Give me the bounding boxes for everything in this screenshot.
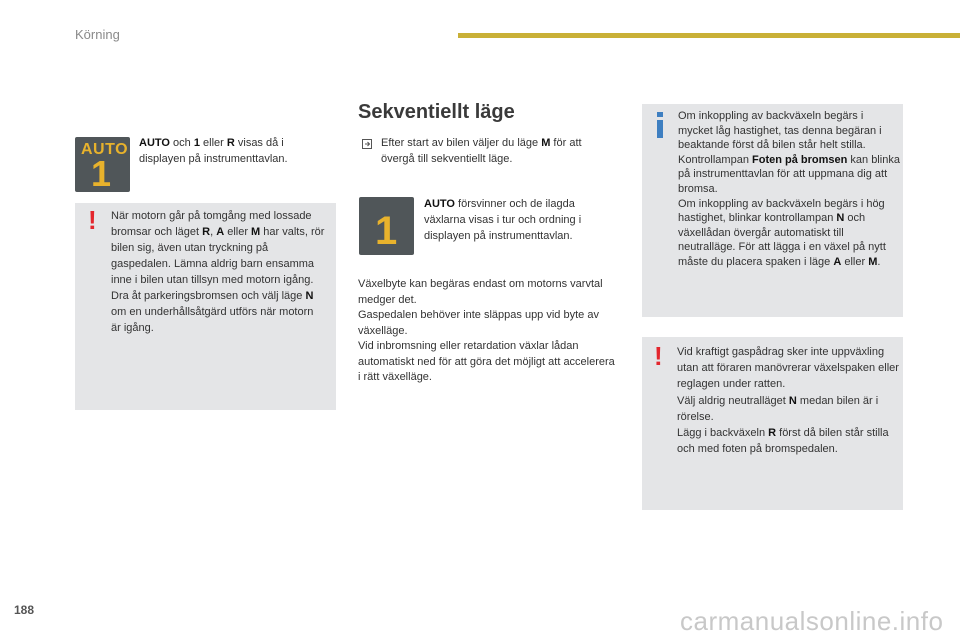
paragraph-line: Gaspedalen behöver inte släppas upp vid byte av växelläge. (358, 309, 599, 337)
warning-icon: ! (88, 205, 97, 235)
watermark: carmanualsonline.info (680, 606, 944, 636)
info-box (642, 104, 903, 317)
paragraph-line: Vid inbromsning eller retardation växlar lådan automatiskt ned för att göra det möjligt att accelerera i rätt växelläge. (358, 340, 615, 383)
warning-box-left (75, 203, 336, 410)
gear-display-caption: AUTO försvinner och de ilagda växlarna visas i tur och ordning i displayen på instrumenttavlan. (424, 198, 582, 242)
display-gear-text: 1 (375, 209, 398, 253)
section-label: Körning (75, 27, 120, 42)
info-text: Om inkoppling av backväxeln begärs i mycket låg hastighet, tas denna begäran i beaktande först då bilen står helt stilla. Kontrollampan Foten på bromsen kan blinka på instrumenttavlan för att uppmana dig att bromsa. Om inkoppling av backväxeln begärs i hög hastighet, blinkar kontrollampan N och växellådan övergår automatiskt till neutralläge. För att lägga i en växel på nytt måste du placera spaken i läge A eller M. (678, 110, 900, 268)
page-title: Sekventiellt läge (358, 101, 515, 123)
warning-icon: ! (654, 341, 663, 371)
step-text: Efter start av bilen väljer du läge M för att övergå till sekventiellt läge. (381, 137, 582, 165)
step-bullet (362, 138, 374, 156)
header-accent-bar (458, 33, 960, 38)
shift-paragraph (358, 277, 620, 386)
gear-display (359, 197, 414, 255)
info-icon (655, 112, 665, 138)
display-caption: AUTO och 1 eller R visas då i displayen på instrumenttavlan. (139, 137, 288, 165)
page-number: 188 (14, 603, 35, 617)
paragraph-line: Växelbyte kan begäras endast om motorns varvtal medger det. (358, 278, 603, 306)
checkbox-arrow-icon (362, 139, 374, 151)
auto-gear-display (75, 137, 130, 192)
display-auto-text: AUTO (81, 141, 129, 158)
warning-text-left: När motorn går på tomgång med lossade bromsar och läget R, A eller M har valts, rör bilen sig, även utan tryckning på gaspedalen. Lämna aldrig barn ensamma inne i bilen utan tillsyn med motorn igång. Dra åt parkeringsbromsen och välj läge N om en underhållsåtgärd utförs när motorn är igång. (111, 210, 325, 334)
warning-text-right: Vid kraftigt gaspådrag sker inte uppväxling utan att föraren manövrerar växelspaken eller reglagen under ratten. Välj aldrig neutralläget N medan bilen är i rörelse. Lägg i backväxeln R först då bilen står stilla och med foten på bromspedalen. (677, 346, 899, 456)
warning-box-right (642, 337, 903, 510)
display-gear-text: 1 (91, 153, 112, 194)
